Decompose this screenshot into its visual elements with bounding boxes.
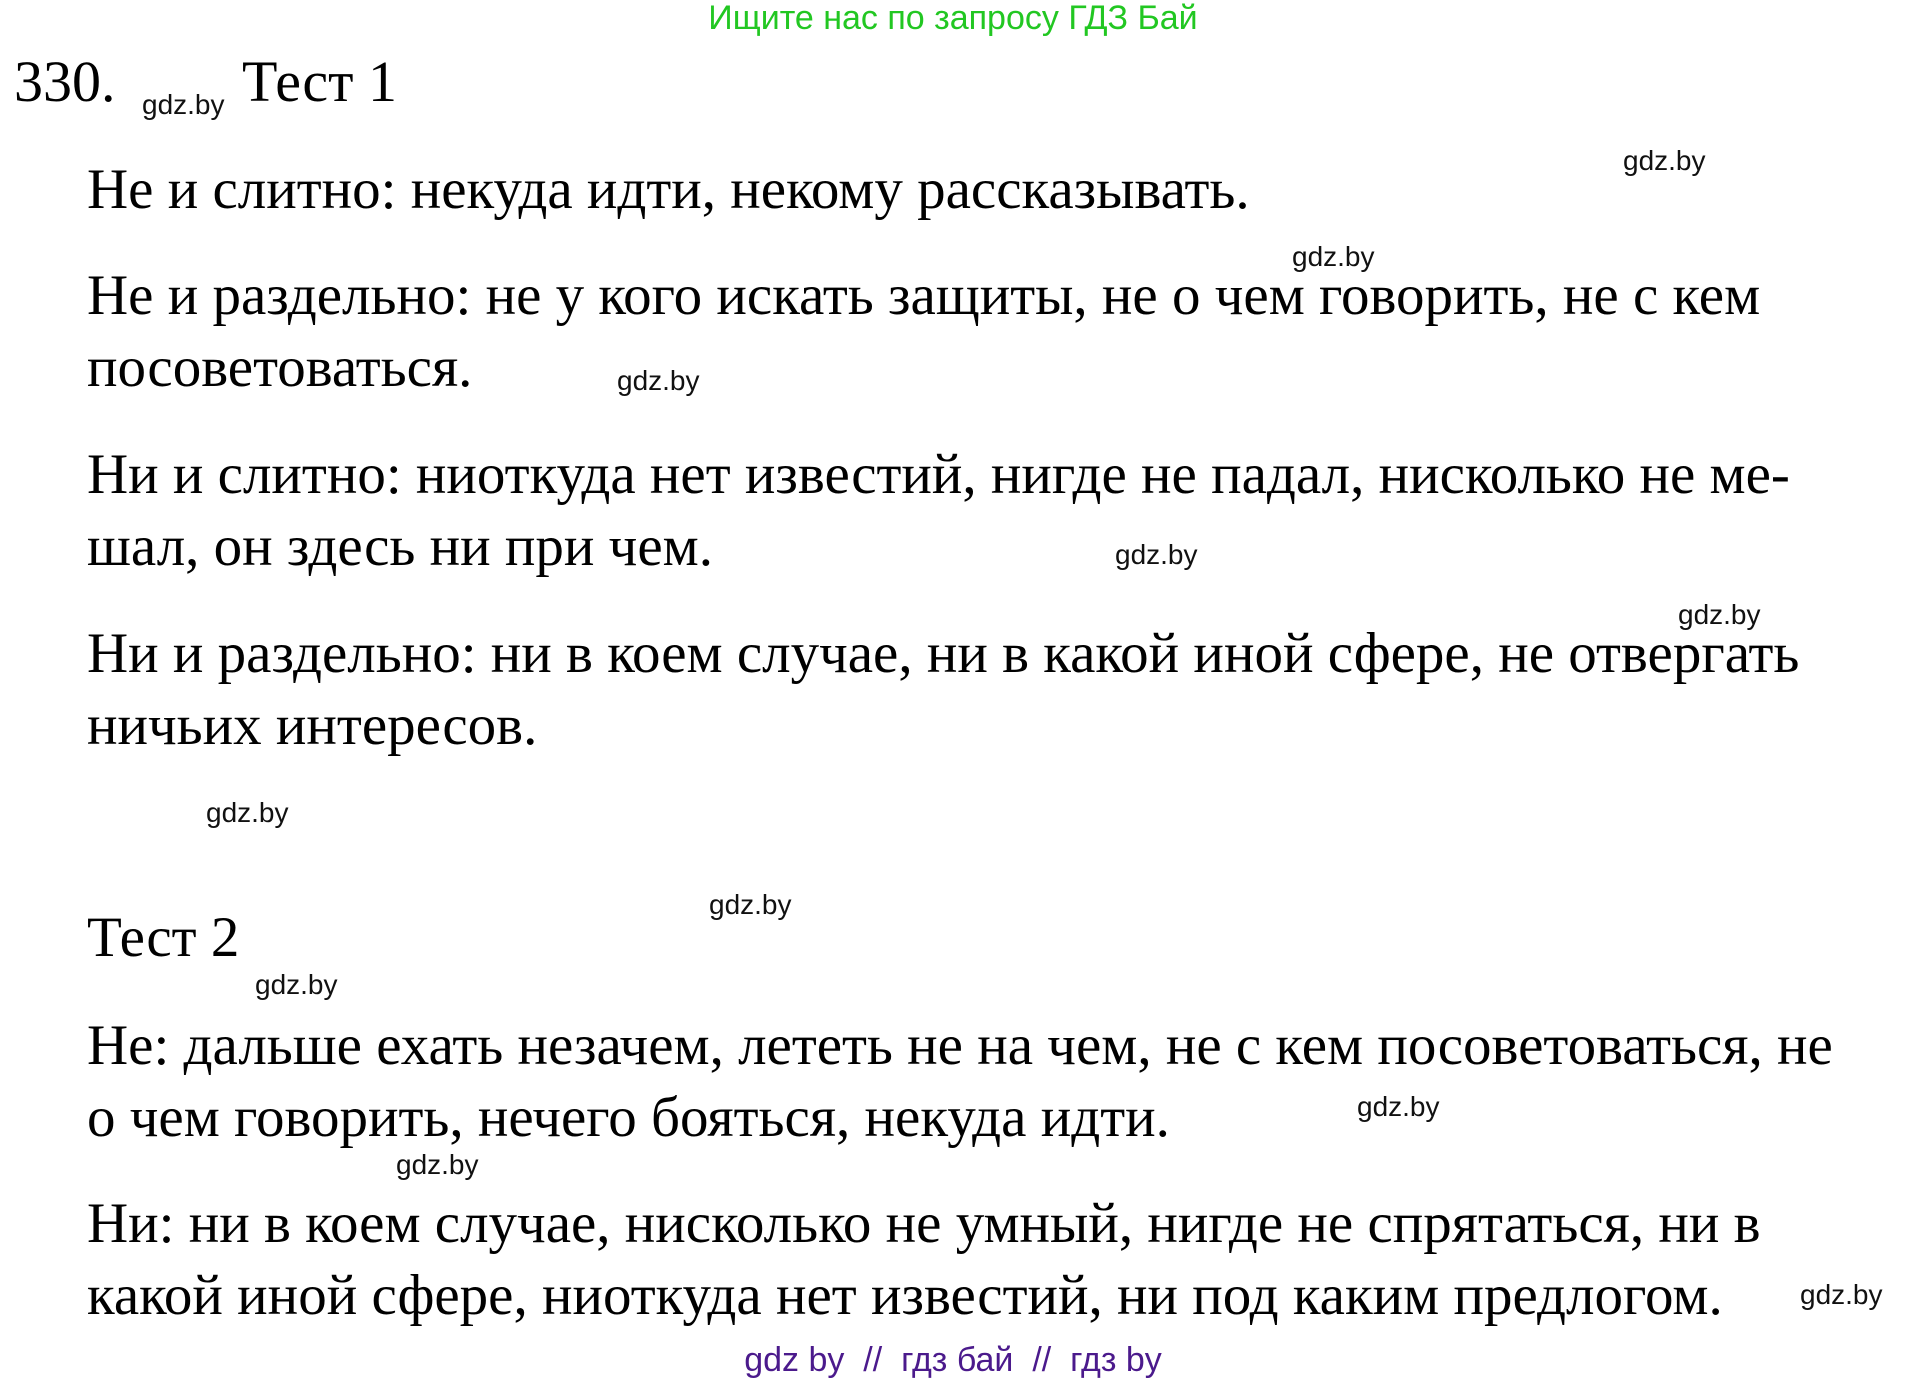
search-banner: Ищите нас по запросу ГДЗ Бай [708,0,1198,37]
test2-line: Ни: ни в коем случае, нисколько не умный, нигде не спрятаться, ни в [87,1192,1761,1255]
test1-title: Тест 1 [242,49,397,114]
test2-line: Не: дальше ехать незачем, лететь не на чем, не с кем посоветоваться, не [87,1014,1833,1077]
watermark: gdz.by [1623,145,1706,176]
watermark: gdz.by [1357,1091,1440,1122]
test1-line: ничьих интересов. [87,694,538,757]
exercise-number: 330. [14,49,116,114]
watermark: gdz.by [206,797,289,828]
test2-line: какой иной сфере, ниоткуда нет известий, ни под каким предлогом. [87,1264,1723,1327]
test1-line: посоветоваться. [87,336,473,399]
watermark: gdz.by [1292,241,1375,272]
watermark: gdz.by [1800,1279,1883,1310]
test1-line: Не и раздельно: не у кого искать защиты, не о чем говорить, не с кем [87,264,1761,327]
watermark: gdz.by [142,89,225,120]
watermark: gdz.by [617,365,700,396]
footer-watermark: gdz by // гдз бай // гдз by [744,1341,1162,1379]
test1-line: Ни и слитно: ниоткуда нет известий, нигде не падал, нисколько не ме- [87,443,1790,506]
test1-line: Не и слитно: некуда идти, некому рассказывать. [87,158,1250,221]
watermark: gdz.by [1115,539,1198,570]
watermark: gdz.by [255,969,338,1000]
watermark: gdz.by [709,889,792,920]
watermark: gdz.by [1678,599,1761,630]
test2-line: о чем говорить, нечего бояться, некуда идти. [87,1086,1170,1149]
test2-title: Тест 2 [87,906,240,969]
test1-line: Ни и раздельно: ни в коем случае, ни в какой иной сфере, не отвергать [87,622,1800,685]
test1-line: шал, он здесь ни при чем. [87,515,713,578]
watermark: gdz.by [396,1149,479,1180]
